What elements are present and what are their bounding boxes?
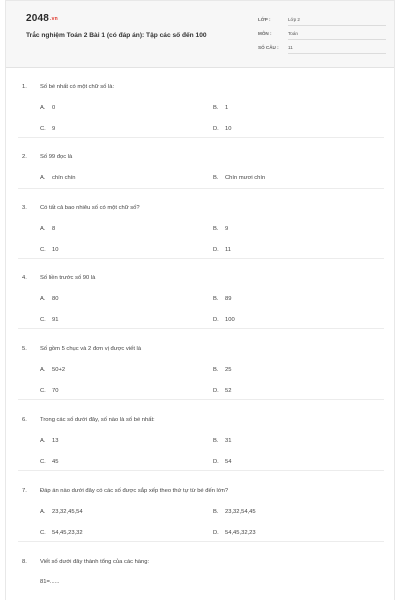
question-divider (18, 470, 384, 471)
option-text: 50+2 (52, 367, 66, 373)
option-d[interactable] (213, 317, 235, 323)
option-letter: A. (40, 438, 46, 444)
option-letter: D. (213, 317, 219, 323)
option-c[interactable] (40, 530, 83, 536)
option-letter: D. (213, 530, 219, 536)
question-number: 1. (22, 84, 27, 90)
option-c[interactable] (40, 317, 58, 323)
option-c[interactable] (40, 247, 58, 253)
option-letter: B. (213, 296, 219, 302)
option-c[interactable] (40, 459, 58, 465)
option-letter: D. (213, 388, 219, 394)
option-text: 13 (52, 438, 59, 444)
option-letter: B. (213, 226, 219, 232)
question-divider (18, 258, 384, 259)
option-letter: A. (40, 296, 46, 302)
option-letter: A. (40, 226, 46, 232)
site-logo[interactable] (26, 13, 58, 24)
option-a[interactable] (40, 296, 58, 302)
option-text: 25 (225, 367, 232, 373)
option-c[interactable] (40, 126, 55, 132)
option-d[interactable] (213, 459, 231, 465)
question-prompt: Số gồm 5 chục và 2 đơn vị được viết là (40, 346, 142, 352)
option-text: 0 (52, 105, 56, 111)
question-number: 7. (22, 488, 27, 494)
option-b[interactable] (213, 438, 231, 444)
meta-subject-label: MÔN : (258, 31, 272, 36)
question-divider (18, 188, 384, 189)
option-letter: B. (213, 175, 219, 181)
option-letter: B. (213, 105, 219, 111)
option-b[interactable] (213, 175, 265, 181)
option-letter: A. (40, 509, 46, 515)
quiz-meta (258, 17, 386, 59)
option-letter: B. (213, 367, 219, 373)
option-b[interactable] (213, 509, 256, 515)
option-letter: D. (213, 126, 219, 132)
option-letter: D. (213, 459, 219, 465)
option-text: 100 (225, 317, 235, 323)
option-text: 10 (52, 247, 59, 253)
option-letter: C. (40, 459, 46, 465)
option-letter: C. (40, 530, 46, 536)
question-prompt: Viết số dưới đây thành tổng của các hàng: (40, 559, 150, 565)
question-number: 2. (22, 154, 27, 160)
option-a[interactable] (40, 509, 83, 515)
question-prompt: Số bé nhất có một chữ số là: (40, 84, 115, 90)
option-text: 23,32,45,54 (52, 509, 83, 515)
option-letter: C. (40, 247, 46, 253)
option-d[interactable] (213, 388, 231, 394)
option-text: 54,45,32,23 (225, 530, 256, 536)
option-text: 10 (225, 126, 232, 132)
meta-class-label: LỚP : (258, 17, 271, 22)
logo-text: 2048 (26, 13, 50, 24)
option-text: 11 (225, 247, 232, 253)
meta-count-value: 11 (288, 45, 386, 54)
question-text (22, 154, 72, 160)
meta-count-label: SỐ CÂU : (258, 45, 279, 50)
option-a[interactable] (40, 367, 65, 373)
option-text: 1 (225, 105, 229, 111)
option-letter: B. (213, 509, 219, 515)
question-divider (18, 328, 384, 329)
question-text (22, 417, 155, 423)
option-a[interactable] (40, 226, 55, 232)
question-text (22, 346, 141, 352)
meta-subject-value: Toán (288, 31, 386, 40)
question-divider (18, 137, 384, 138)
option-c[interactable] (40, 388, 58, 394)
option-text: 91 (52, 317, 59, 323)
meta-count-row (258, 45, 386, 59)
option-text: chín chín (52, 175, 76, 181)
option-b[interactable] (213, 105, 228, 111)
question-divider (18, 399, 384, 400)
option-a[interactable] (40, 438, 58, 444)
question-number: 5. (22, 346, 27, 352)
option-text: 80 (52, 296, 59, 302)
option-text: 70 (52, 388, 59, 394)
fill-in-answer[interactable]: 81=...... (40, 579, 60, 585)
option-letter: C. (40, 388, 46, 394)
quiz-header (6, 1, 394, 68)
meta-class-value: Lớp 2 (288, 17, 386, 26)
option-letter: A. (40, 105, 46, 111)
option-text: 45 (52, 459, 59, 465)
question-number: 6. (22, 417, 27, 423)
option-text: 23,32,54,45 (225, 509, 256, 515)
option-d[interactable] (213, 126, 231, 132)
quiz-page (5, 0, 395, 600)
option-text: Chín mươi chín (225, 175, 266, 181)
question-text (22, 275, 95, 281)
meta-subject-row (258, 31, 386, 45)
option-text: 89 (225, 296, 232, 302)
question-prompt: Có tất cả bao nhiêu số có một chữ số? (40, 205, 140, 211)
option-text: 9 (52, 126, 56, 132)
question-number: 3. (22, 205, 27, 211)
question-number: 8. (22, 559, 27, 565)
option-text: 52 (225, 388, 232, 394)
option-letter: C. (40, 317, 46, 323)
question-text (22, 205, 140, 211)
option-text: 8 (52, 226, 56, 232)
question-prompt: Đáp án nào dưới đây có các số được sắp xếp theo thứ tự từ bé đến lớn? (40, 488, 229, 494)
option-b[interactable] (213, 367, 231, 373)
option-b[interactable] (213, 226, 228, 232)
option-a[interactable] (40, 105, 55, 111)
question-number: 4. (22, 275, 27, 281)
question-text (22, 559, 149, 565)
option-text: 9 (225, 226, 229, 232)
option-text: 54 (225, 459, 232, 465)
question-prompt: Số liền trước số 90 là (40, 275, 96, 281)
option-d[interactable] (213, 247, 231, 253)
question-divider (18, 541, 384, 542)
option-d[interactable] (213, 530, 256, 536)
option-text: 54,45,23,32 (52, 530, 83, 536)
option-letter: B. (213, 438, 219, 444)
option-letter: D. (213, 247, 219, 253)
option-b[interactable] (213, 296, 231, 302)
option-letter: C. (40, 126, 46, 132)
option-letter: A. (40, 367, 46, 373)
question-text (22, 488, 228, 494)
option-text: 31 (225, 438, 232, 444)
quiz-title: Trắc nghiệm Toán 2 Bài 1 (có đáp án): Tập các số đến 100 (26, 32, 207, 39)
option-a[interactable] (40, 175, 76, 181)
question-prompt: Trong các số dưới đây, số nào là số bé nhất: (40, 417, 155, 423)
question-prompt: Số 99 đọc là (40, 154, 73, 160)
logo-suffix: .vn (50, 16, 58, 22)
option-letter: A. (40, 175, 46, 181)
meta-class-row (258, 17, 386, 31)
question-text (22, 84, 114, 90)
